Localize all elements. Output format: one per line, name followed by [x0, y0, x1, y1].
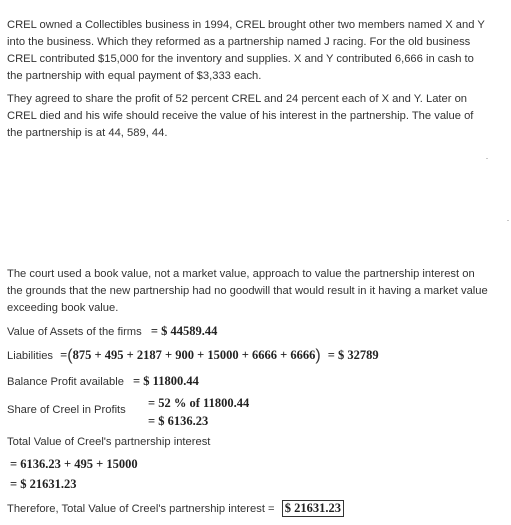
text-line: into the business. Which they reformed as a partnership named J racing. For the old business	[7, 36, 471, 48]
final-label: Therefore, Total Value of Creel's partnership interest =	[7, 503, 275, 515]
share-label: Share of Creel in Profits	[7, 404, 126, 416]
intro-paragraph-1	[7, 17, 499, 85]
final-row	[7, 500, 344, 517]
assets-value: = $ 44589.44	[150, 324, 218, 338]
balance-label: Balance Profit available	[7, 376, 124, 388]
text-line: the partnership with equal payment of $3,333 each.	[7, 70, 262, 82]
text-line: They agreed to share the profit of 52 percent CREL and 24 percent each of X and Y. Later on	[7, 93, 468, 105]
text-line: The court used a book value, not a market value, approach to value the partnership interest on	[7, 268, 475, 280]
intro-paragraph-2	[7, 91, 499, 142]
text-line: exceeding book value.	[7, 302, 119, 314]
liabilities-result: = $ 32789	[327, 348, 379, 362]
balance-value: = $ 11800.44	[133, 374, 199, 388]
total-sum: = 6136.23 + 495 + 15000	[10, 457, 138, 471]
final-answer-box: $ 21631.23	[282, 500, 344, 517]
share-amount: = $ 6136.23	[148, 414, 209, 428]
liabilities-terms: 875 + 495 + 2187 + 900 + 15000 + 6666 + 6666	[72, 348, 316, 362]
answer-paragraph	[7, 266, 499, 317]
total-label: Total Value of Creel's partnership interest	[7, 436, 211, 448]
stray-dot	[507, 220, 509, 221]
total-label-row	[7, 436, 210, 448]
liabilities-equals: =	[60, 348, 68, 362]
text-line: the grounds that the new partnership had no goodwill that would result in it having a market value	[7, 285, 488, 297]
text-line: the partnership is at 44, 589, 44.	[7, 127, 168, 139]
liabilities-row	[7, 346, 379, 364]
assets-row	[7, 324, 217, 339]
assets-label: Value of Assets of the firms	[7, 326, 142, 338]
text-line: CREL died and his wife should receive the value of his interest in the partnership. The value of	[7, 110, 474, 122]
total-line-2	[10, 477, 77, 492]
share-label-row	[7, 404, 126, 416]
liabilities-label: Liabilities	[7, 350, 54, 362]
text-line: CREL owned a Collectibles business in 1994, CREL brought other two members named X and Y	[7, 19, 485, 31]
share-line-2	[148, 414, 208, 429]
open-paren: (	[67, 347, 73, 364]
total-line-1	[10, 457, 138, 472]
text-line: CREL contributed $15,000 for the inventory and supplies. X and Y contributed 6,666 in cash to	[7, 53, 474, 65]
stray-dot	[486, 158, 488, 159]
close-paren: )	[315, 347, 321, 364]
balance-row	[7, 374, 199, 389]
share-line-1	[148, 396, 249, 411]
total-result: = $ 21631.23	[10, 477, 77, 491]
share-percent: = 52 % of 11800.44	[148, 396, 250, 410]
